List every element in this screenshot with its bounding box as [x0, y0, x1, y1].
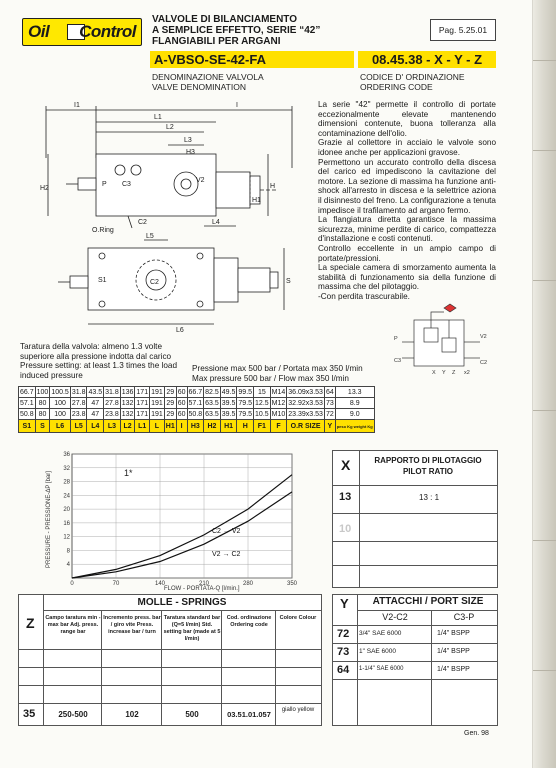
- setting-note-it: Taratura della valvola: almeno 1.3 volte superiore alla pressione indotta dal carico: [20, 342, 172, 361]
- table-row: [19, 387, 375, 398]
- port-col-c3p: C3-P: [453, 612, 475, 622]
- cell: 171: [136, 388, 149, 396]
- col-header: Y: [324, 420, 335, 433]
- desc-p5: Controllo eccellente in un ampio campo di portate/pressioni.: [318, 243, 496, 263]
- col-header: L2: [120, 420, 135, 433]
- chart-xtick-label: 0: [70, 581, 74, 587]
- desc-p1: La serie "42" permette il controllo di portate eccezionalmente elevate mantenendo dimensioni contenute, buona tolleranza alla contaminazione dell'olio.: [318, 100, 496, 138]
- cell: 73: [325, 399, 334, 407]
- col-header: H: [237, 420, 254, 433]
- denomination-label: [152, 72, 264, 92]
- title-line-1: VALVOLE DI BILANCIAMENTO: [152, 14, 297, 25]
- divider: [431, 610, 432, 725]
- cell: 39.5: [221, 399, 236, 407]
- pilot-row-code: 13: [339, 491, 352, 503]
- cell: 100.5: [51, 388, 69, 396]
- oil-control-logo: [22, 18, 142, 46]
- pilot-title-en: PILOT RATIO: [402, 467, 454, 476]
- cell: 31.8: [71, 388, 86, 396]
- divider: [19, 649, 321, 650]
- cell: 132: [121, 399, 134, 407]
- dim-L1: L1: [154, 114, 162, 121]
- chart-xtick-label: 140: [154, 581, 166, 587]
- code-it: CODICE D' ORDINAZIONE: [360, 72, 465, 82]
- logo-left-text: Oil: [28, 22, 50, 41]
- cell: 72: [325, 410, 334, 418]
- schem-C2: C2: [480, 360, 488, 366]
- chart-ytick-label: 16: [63, 520, 70, 527]
- page-title: [152, 14, 320, 47]
- springs-row-increase: 102: [125, 710, 139, 719]
- divider: [333, 661, 497, 662]
- chart-annotation: 1*: [124, 468, 133, 478]
- springs-header-std: Taratura standard bar (Q=5 l/min) Std. setting bar (made at 5 l/min): [163, 615, 221, 642]
- springs-header-increase: Incremento press. bar / giro vite Press. increase bar / turn: [103, 615, 161, 635]
- dim-S: S: [286, 278, 291, 285]
- pilot-row-value: 13 : 1: [419, 493, 440, 502]
- cell: 60: [177, 388, 186, 396]
- pressure-note: [192, 364, 363, 383]
- divider: [333, 643, 497, 644]
- title-line-3: FLANGIABILI PER ARGANI: [152, 36, 281, 47]
- schem-Y: Y: [442, 370, 446, 376]
- divider: [333, 513, 497, 514]
- cell: 27.8: [105, 399, 119, 407]
- springs-title: MOLLE - SPRINGS: [137, 597, 227, 608]
- cell: 80: [35, 398, 50, 409]
- cell: 9.0: [335, 409, 374, 420]
- chart-xtick-label: 350: [286, 581, 298, 587]
- divider: [333, 485, 497, 486]
- springs-row-z: 35: [23, 708, 36, 720]
- denomination-en: VALVE DENOMINATION: [152, 82, 246, 92]
- port-code-column: [333, 595, 358, 725]
- chart-series-label: C2 → V2: [212, 527, 241, 535]
- chart-series-label: V2 → C2: [212, 551, 241, 559]
- cell: 171: [136, 399, 149, 407]
- description-text: [318, 100, 496, 301]
- col-header: L: [150, 420, 165, 433]
- chart-xtick-label: 280: [242, 581, 254, 587]
- cell: 23.39x3.53: [288, 410, 323, 418]
- chart-plot-area: [72, 454, 292, 578]
- cell: 23.8: [71, 410, 86, 418]
- springs-panel: [18, 594, 322, 726]
- col-header: H1: [164, 420, 176, 433]
- divider: [19, 667, 321, 668]
- col-header: F: [270, 420, 287, 433]
- desc-p7: -Con perdita trascurabile.: [318, 291, 410, 301]
- cell: 49.5: [221, 388, 236, 396]
- cell: 64: [325, 388, 334, 396]
- cell: 13.3: [335, 387, 374, 398]
- divider: [19, 685, 321, 686]
- divider: [333, 541, 497, 542]
- table-row: [19, 398, 375, 409]
- chart-ytick-label: 8: [66, 548, 70, 555]
- schem-X: X: [432, 370, 436, 376]
- cell: 99.5: [238, 388, 253, 396]
- code-en: ORDERING CODE: [360, 82, 433, 92]
- cell: 23.8: [105, 410, 119, 418]
- col-header: H1: [220, 420, 237, 433]
- chart-ytick-label: 24: [63, 493, 70, 500]
- cell: 66.7: [20, 388, 34, 396]
- dim-L6: L6: [176, 327, 184, 334]
- ordering-code-bar: [358, 51, 496, 68]
- divider: [43, 610, 321, 611]
- springs-header-range: Campo taratura min - max bar Adj. press. range bar: [45, 615, 101, 635]
- cell: 80: [35, 409, 50, 420]
- chart-ytick-label: 32: [63, 465, 70, 472]
- cell: 191: [151, 410, 163, 418]
- chart-grid: [72, 454, 292, 578]
- col-header: O.R SIZE: [287, 420, 325, 433]
- cell: 29: [164, 398, 176, 409]
- chart-xtick-label: 210: [198, 581, 210, 587]
- schem-x2: x2: [464, 370, 470, 376]
- cell: 66.7: [188, 388, 203, 396]
- ordering-code-label: [360, 72, 465, 92]
- springs-row-range: 250-500: [58, 710, 88, 719]
- cell: 36.09x3.53: [288, 388, 323, 396]
- col-header: F1: [254, 420, 271, 433]
- cell: 171: [136, 410, 149, 418]
- dim-H: H: [270, 183, 276, 190]
- dim-I1: I1: [74, 102, 80, 109]
- cell: 27.8: [71, 399, 86, 407]
- ordering-code: 08.45.38 - X - Y - Z: [371, 52, 483, 67]
- springs-z-label: Z: [26, 615, 35, 631]
- dim-L4: L4: [212, 219, 220, 226]
- divider: [19, 703, 321, 704]
- col-header: S1: [19, 420, 36, 433]
- dim-S1: S1: [98, 277, 107, 284]
- cell: 63.5: [205, 410, 219, 418]
- port-row-c3p: 1/4" BSPP: [437, 630, 470, 637]
- cell: 57.1: [188, 399, 203, 407]
- valve-name-bar: [150, 51, 354, 68]
- cell: 191: [151, 399, 163, 407]
- port-row-v2c2: 3/4" SAE 6000: [359, 630, 402, 637]
- port-y-label: Y: [340, 596, 349, 611]
- port-row-v2c2: 1-1/4" SAE 6000: [359, 666, 404, 672]
- cell: 100: [36, 388, 49, 396]
- port-row-c3p: 1/4" BSPP: [437, 666, 470, 673]
- springs-row-code: 03.51.01.057: [227, 710, 271, 719]
- divider: [333, 679, 497, 680]
- port-col-v2c2: V2-C2: [382, 612, 408, 622]
- chart-ytick-label: 28: [63, 479, 70, 486]
- dim-L5: L5: [146, 233, 154, 240]
- chart-ylabel-holder: [40, 450, 54, 580]
- title-line-2: A SEMPLICE EFFETTO, SERIE “42”: [152, 25, 321, 36]
- cell: 63.5: [205, 399, 219, 407]
- chart-xtick-label: 70: [112, 581, 120, 587]
- pressure-flow-chart: [60, 450, 316, 592]
- pressure-note-it: Pressione max 500 bar / Portata max 350 l/min: [192, 364, 363, 373]
- dim-H3: H3: [186, 149, 195, 156]
- springs-header-code: Cod. ordinazione Ordering code: [226, 615, 272, 628]
- cell: 132: [121, 410, 134, 418]
- oring-label: O.Ring: [92, 227, 114, 234]
- cell: 47: [87, 409, 104, 420]
- chart-ytick-label: 4: [66, 562, 70, 569]
- denomination-it: DENOMINAZIONE VALVOLA: [152, 72, 264, 82]
- table-row: [19, 409, 375, 420]
- cell: 8.9: [335, 398, 374, 409]
- cell: 100: [50, 398, 71, 409]
- cell: 29: [164, 387, 176, 398]
- pilot-title-it: RAPPORTO DI PILOTAGGIO: [374, 456, 482, 465]
- cell: M10: [271, 410, 286, 418]
- cell: 100: [50, 409, 71, 420]
- valve-technical-drawing: [36, 98, 316, 338]
- cell: 191: [151, 388, 163, 396]
- schem-P: P: [394, 336, 398, 342]
- cell: 136: [121, 388, 134, 396]
- port-P: P: [102, 181, 107, 188]
- schem-V2: V2: [480, 334, 487, 340]
- cell: 39.5: [221, 410, 236, 418]
- dim-I: I: [236, 102, 238, 109]
- desc-p4: La flangiatura diretta garantisce la massima sicurezza, minime perdite di carico, compattezza d'installazione e costi contenuti.: [318, 215, 496, 244]
- col-header: L6: [50, 420, 71, 433]
- desc-p2: Grazie al collettore in acciaio le valvole sono idonee anche per applicazioni gravose.: [318, 138, 496, 157]
- cell: M12: [271, 399, 286, 407]
- divider: [357, 610, 497, 611]
- springs-row-std: 500: [185, 710, 199, 719]
- port-C2: C2: [138, 219, 147, 226]
- desc-p3: Permettono un accurato controllo della discesa del carico ed impediscono la cavitazione del motore. La sezione di massima ha funzione anti-shock all'arresto in discesa e la selettrice aziona il disinnesto del freno. La configurazione a tenuta impedisce il trafilamento ad argano fermo.: [318, 157, 496, 215]
- chart-ytick-label: 20: [63, 507, 70, 514]
- col-header: S: [35, 420, 50, 433]
- desc-p6: La speciale camera di smorzamento aumenta la stabilità di funzionamento sia della funzione di massima che del pilotaggio.: [318, 263, 496, 292]
- cell: 47: [87, 398, 104, 409]
- setting-note: [20, 342, 190, 380]
- page-reference: Pag. 5.25.01: [430, 19, 496, 41]
- pressure-note-en: Max pressure 500 bar / Flow max 350 l/min: [192, 373, 349, 383]
- table-header-row: [19, 420, 375, 433]
- bottom-port-C2: C2: [150, 279, 159, 286]
- chart-ytick-label: 12: [63, 534, 70, 541]
- divider: [333, 625, 497, 626]
- dim-L2: L2: [166, 124, 174, 131]
- cell: 15: [254, 387, 271, 398]
- dim-L3: L3: [184, 137, 192, 144]
- setting-note-en: Pressure setting: at least 1.3 times the load induced pressure: [20, 361, 178, 380]
- cell: 12.5: [255, 399, 269, 407]
- cell: 79.5: [238, 410, 253, 418]
- cell: 50.8: [20, 410, 34, 418]
- col-header: peso Kg weight Kg: [335, 420, 374, 433]
- pilot-title: [363, 455, 493, 477]
- col-header: L1: [135, 420, 150, 433]
- cell: 60: [177, 410, 186, 418]
- port-row-v2c2: 1" SAE 6000: [359, 648, 397, 655]
- chart-xlabel: FLOW - PORTATA-Q [l/min.]: [164, 586, 240, 592]
- divider: [333, 565, 497, 566]
- port-size-title: ATTACCHI / PORT SIZE: [372, 596, 484, 607]
- dim-H2: H2: [40, 185, 49, 192]
- cell: 32.92x3.53: [288, 399, 323, 407]
- springs-row-colour: giallo yellow: [281, 707, 315, 713]
- pilot-row-code-faded: 10: [339, 523, 352, 535]
- port-C3: C3: [122, 181, 131, 188]
- port-row-code: 64: [337, 664, 350, 676]
- cell: 10.5: [255, 410, 269, 418]
- col-header: H2: [204, 420, 221, 433]
- chart-ytick-label: 36: [63, 452, 70, 458]
- col-header: L4: [87, 420, 104, 433]
- cell: 57.1: [20, 399, 34, 407]
- cell: 60: [177, 399, 186, 407]
- cell: 29: [164, 409, 176, 420]
- hydraulic-schematic: [392, 302, 492, 380]
- springs-header-colour: Colore Colour: [279, 615, 317, 621]
- port-row-code: 73: [337, 646, 350, 658]
- col-header: L5: [70, 420, 87, 433]
- cell: 43.5: [88, 388, 103, 396]
- dim-H1: H1: [252, 197, 261, 204]
- cell: 82.5: [205, 388, 219, 396]
- footer-date: Gen. 98: [464, 730, 489, 737]
- cell: M14: [271, 388, 286, 396]
- pilot-x-label: X: [341, 457, 351, 473]
- cell: 50.8: [188, 410, 203, 418]
- col-header: L3: [104, 420, 121, 433]
- port-size-panel: [332, 594, 498, 726]
- schem-Z: Z: [452, 370, 456, 376]
- logo-right-text: Control: [79, 22, 136, 41]
- binder-edge: [533, 0, 556, 768]
- port-V2: V2: [196, 177, 205, 184]
- col-header: I: [176, 420, 187, 433]
- schem-C3: C3: [394, 358, 402, 364]
- valve-name: A-VBSO-SE-42-FA: [154, 52, 266, 67]
- dimension-table: [18, 386, 375, 433]
- chart-ylabel: PRESSURE - PRESSIONE-ΔP [bar]: [46, 471, 52, 568]
- port-row-code: 72: [337, 628, 350, 640]
- port-row-c3p: 1/4" BSPP: [437, 648, 470, 655]
- cell: 79.5: [238, 399, 253, 407]
- pilot-ratio-panel: [332, 450, 498, 588]
- col-header: H3: [187, 420, 204, 433]
- cell: 31.8: [105, 388, 119, 396]
